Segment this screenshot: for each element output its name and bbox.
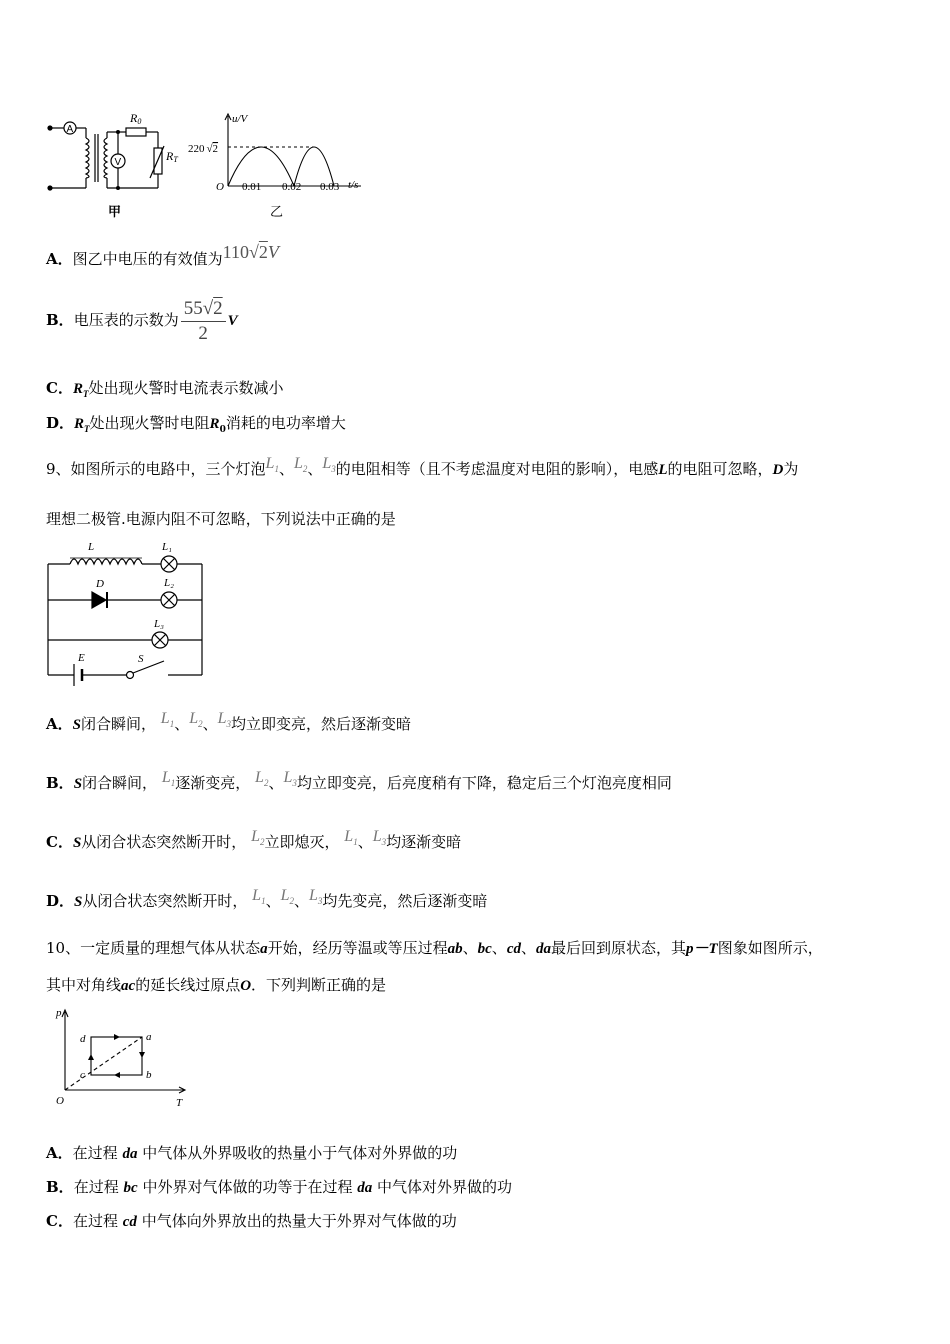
- circuit-label-L: L: [88, 541, 95, 553]
- q8-option-b[interactable]: B．电压表的示数为 $\frac{55√2}{2}$ V: [46, 297, 238, 344]
- q9-stem-line1: 9、如图所示的电路中，三个灯泡$L_1$、$L_2$、$L_3$的电阻相等（且不考虑温度对电阻的影响），电感L的电阻可忽略，D为: [46, 455, 799, 478]
- q9-stem-line2: 理想二极管.电源内阻不可忽略，下列说法中正确的是: [46, 510, 396, 528]
- q10-option-b[interactable]: B．在过程 bc 中外界对气体做的功等于在过程 da 中气体对外界做的功: [46, 1178, 513, 1196]
- q8-a-formula: 110√2V: [222, 242, 279, 262]
- voltmeter-label: V: [114, 157, 122, 168]
- q10-option-c[interactable]: C．在过程 cd 中气体向外界放出的热量大于外界对气体做的功: [46, 1212, 457, 1230]
- rt-label: RT: [166, 149, 178, 164]
- axis-u-label: u/V: [232, 113, 248, 125]
- transformer-circuit-figure: [40, 108, 200, 223]
- peak-label: 220 √2: [188, 143, 219, 155]
- axis-t-label: t/s: [348, 179, 359, 191]
- figure-yi-label: 乙: [270, 205, 284, 220]
- q8-option-d[interactable]: D．$R_T$处出现火警时电阻$R_0$消耗的电功率增大: [46, 414, 346, 435]
- pT-point-c: c: [80, 1069, 85, 1081]
- pT-axis-T: T: [176, 1097, 183, 1109]
- pT-origin: O: [56, 1095, 64, 1107]
- q9-option-a[interactable]: A．S闭合瞬间， $L_1$、$L_2$、$L_3$均立即变亮，然后逐渐变暗: [46, 710, 412, 733]
- circuit-label-L2: L₂: [164, 577, 174, 589]
- q9-option-b[interactable]: B．S闭合瞬间， $L_1$逐渐变亮， $L_2$、$L_3$均立即变亮，后亮度稍有下降，稳定后三个灯泡亮度相同: [46, 769, 672, 792]
- q10-stem-line1: 10、一定质量的理想气体从状态a开始，经历等温或等压过程ab、bc、cd、da最后回到原状态，其p－T图象如图所示，: [46, 939, 823, 957]
- circuit-label-S: S: [138, 653, 144, 665]
- tick-001: 0.01: [242, 181, 262, 193]
- lamp-circuit-figure: [44, 540, 209, 688]
- q10-option-a[interactable]: A．在过程 da 中气体从外界吸收的热量小于气体对外界做的功: [46, 1144, 458, 1162]
- circuit-label-L3: L₃: [154, 618, 164, 630]
- circuit-label-L1: L₁: [162, 541, 172, 553]
- pT-graph-figure: [48, 1004, 193, 1112]
- q8-option-a[interactable]: A．图乙中电压的有效值为110√2V: [46, 242, 279, 268]
- origin-label: O: [216, 181, 224, 193]
- figure-jia-label: 甲: [108, 205, 122, 220]
- circuit-label-D: D: [96, 578, 104, 590]
- r0-label: R0: [130, 111, 142, 126]
- q10-stem-line2: 其中对角线ac的延长线过原点O．下列判断正确的是: [46, 976, 387, 994]
- ammeter-label: A: [66, 124, 74, 135]
- q9-option-d[interactable]: D．S从闭合状态突然断开时， $L_1$、$L_2$、$L_3$均先变亮，然后逐渐变暗: [46, 887, 488, 910]
- q8-option-c[interactable]: C．$R_T$处出现火警时电流表示数减小: [46, 379, 284, 399]
- q9-option-c[interactable]: C．S从闭合状态突然断开时， $L_2$立即熄灭， $L_1$、$L_3$均逐渐变暗: [46, 828, 462, 851]
- pT-point-b: b: [146, 1069, 152, 1081]
- pT-point-d: d: [80, 1033, 86, 1045]
- pT-point-a: a: [146, 1031, 152, 1043]
- circuit-label-E: E: [78, 652, 85, 664]
- tick-003: 0.03: [320, 181, 340, 193]
- tick-002: 0.02: [282, 181, 302, 193]
- pT-axis-p: p: [56, 1007, 62, 1019]
- voltage-graph-figure: [186, 108, 366, 223]
- q8-b-fraction: $\frac{55√2}{2}$: [181, 298, 226, 345]
